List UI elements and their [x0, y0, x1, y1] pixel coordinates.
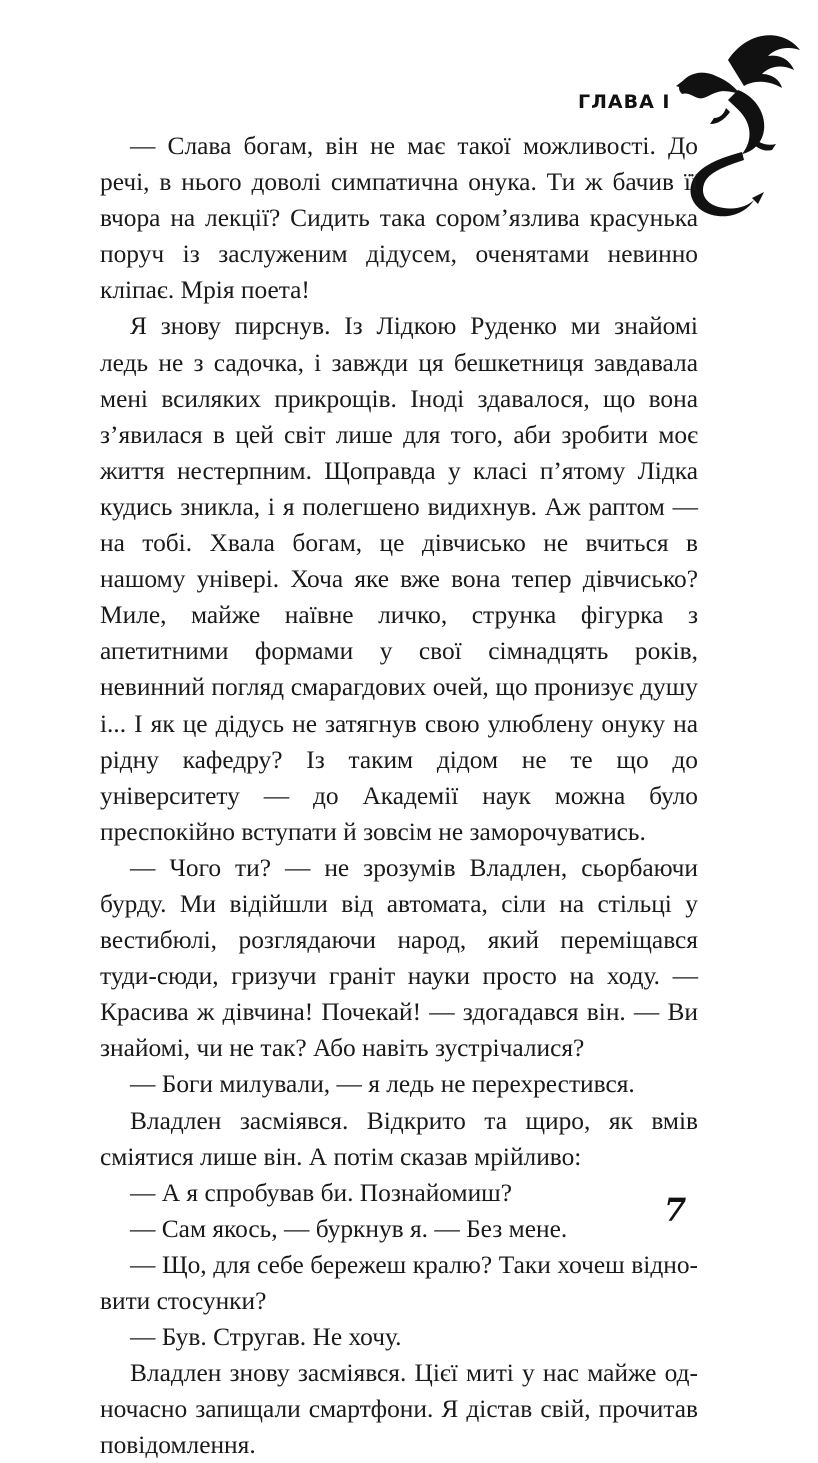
paragraph: — А я спробував би. Познайомиш?	[130, 1178, 512, 1207]
paragraph: — Чого ти? — не зрозумів Владлен, сьорбаючи бурду. Ми відійшли від автомата, сіли на стільці у вестибюлі, розглядаючи народ, який переміщався туди-сюди, гризучи граніт науки просто на ходу. — Красива ж дівчина! Почекай! — здогадався він. — Ви знайомі, чи не так? Або навіть зустрічалися?	[100, 853, 698, 1063]
paragraph: — Був. Стругав. Не хочу.	[130, 1323, 402, 1352]
body-text	[100, 128, 698, 1463]
paragraph: — Сам якось, — буркнув я. — Без мене.	[130, 1214, 568, 1243]
paragraph: — Боги милували, — я ледь не перехрестився.	[130, 1070, 635, 1099]
page-number: 7	[664, 1191, 687, 1229]
paragraph: Владлен засміявся. Відкрито та щиро, як вмів сміятися лише він. А потім сказав мрійливо:	[100, 1106, 698, 1171]
paragraph: Я знову пирснув. Із Лідкою Руденко ми знайомі ледь не з садочка, і завжди ця бешкетниця завдавала мені всиляких прикрощів. Іноді здавалося, що вона з’явилася в цей світ лише для того, аби зробити моє життя нестерпним. Щоправда у класі п’ятому Лідка кудись зникла, і я полегшено видихнув. Аж раптом — на тобі. Хвала богам, це дівчисько не вчиться в нашому універі. Хоча яке вже вона тепер дівчисько? Миле, майже наївне личко, струнка фігурка з апетитними формами у свої сімнадцять років, невинний погляд смарагдових очей, що пронизує душу і... І як це дідусь не затягнув свою улюблену онуку на рідну кафедру? Із таким дідом не те що до університету — до Академії наук можна було преспокійно вступати й зовсім не заморочуватись.	[100, 312, 698, 846]
paragraph: Владлен знову засміявся. Цієї миті у нас майже одночасно запищали смартфони. Я дістав свій, прочитав повідомлення.	[100, 1359, 698, 1460]
chapter-header: ГЛАВА І	[578, 91, 671, 113]
paragraph: — Що, для себе бережеш кралю? Таки хочеш відновити стосунки?	[100, 1250, 698, 1315]
paragraph: — Слава богам, він не має такої можливості. До речі, в нього доволі симпатична онука. Ти ж бачив її вчора на лекції? Сидить така сором’язлива красунька поруч із заслуженим дідусем, оченятами невинно кліпає. Мрія поета!	[100, 132, 698, 305]
